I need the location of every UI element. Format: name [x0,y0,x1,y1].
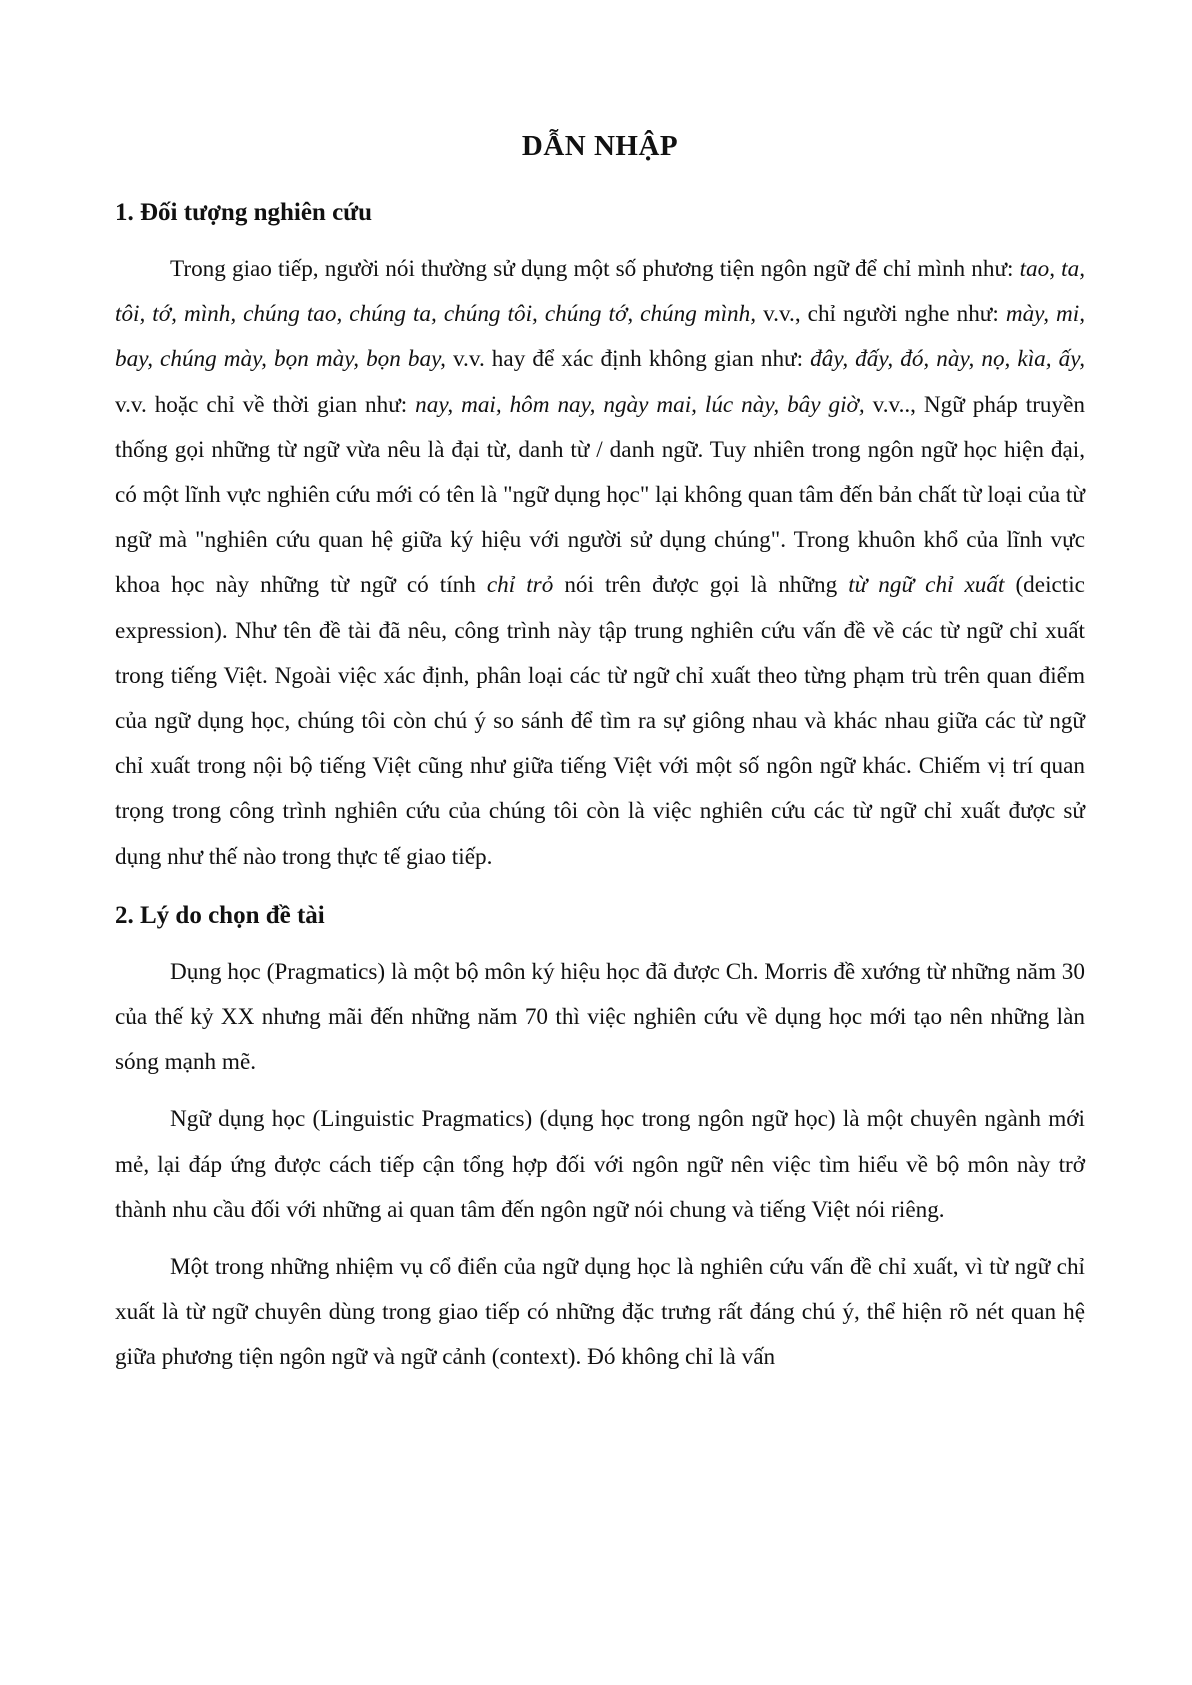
text-run: Ngữ dụng học (Linguistic Pragmatics) (dụng học trong ngôn ngữ học) là một chuyên ngành mới mẻ, lại đáp ứng được cách tiếp cận tổng hợp đối với ngôn ngữ nên việc tìm hiểu về bộ môn này trở thành nhu cầu đối với những ai quan tâm đến ngôn ngữ nói chung và tiếng Việt nói riêng. [115,1106,1085,1223]
text-run: v.v. hay để xác định không gian như: [445,346,811,373]
text-run: v.v., chỉ người nghe như: [756,301,1006,328]
paragraph [115,247,1085,880]
italic-text: từ ngữ chỉ xuất [848,572,1005,599]
page-title: DẪN NHẬP [521,130,679,162]
italic-text: tao, ta, tôi, tớ, mình, chúng tao, chúng ta, chúng tôi, chúng tớ, chúng mình, [115,256,1085,328]
text-run: nói trên được gọi là những [553,572,849,599]
text-run: v.v.., Ngữ pháp truyền thống gọi những từ ngữ vừa nêu là đại từ, danh từ / danh ngữ. Tuy nhiên trong ngôn ngữ học hiện đại, có một lĩnh vực nghiên cứu mới có tên là "ngữ dụng học" lại không quan tâm đến bản chất từ loại của từ ngữ mà "nghiên cứu quan hệ giữa ký hiệu với người sử dụng chúng". Trong khuôn khổ của lĩnh vực khoa học này những từ ngữ có tính [115,391,1085,599]
text-run: Trong giao tiếp, người nói thường sử dụng một số phương tiện ngôn ngữ để chỉ mình như: [170,256,1020,282]
text-run: v.v. hoặc chỉ về thời gian như: [115,391,416,418]
italic-text: chỉ trỏ [486,572,554,599]
text-run: Một trong những nhiệm vụ cổ điển của ngữ dụng học là nghiên cứu vấn đề chỉ xuất, vì từ ngữ chỉ xuất là từ ngữ chuyên dùng trong giao tiếp có những đặc trưng rất đáng chú ý, thể hiện rõ nét quan hệ giữa phương tiện ngôn ngữ và ngữ cảnh (context). Đó không chỉ là vấn [115,1254,1085,1371]
text-run: Dụng học (Pragmatics) là một bộ môn ký hiệu học đã được Ch. Morris đề xướng từ những năm 30 của thế kỷ XX nhưng mãi đến những năm 70 thì việc nghiên cứu về dụng học mới tạo nên những làn sóng mạnh mẽ. [115,958,1085,1076]
paragraph [115,950,1085,1086]
page-content [115,130,1085,1393]
section-heading-2: 2. Lý do chọn đề tài [115,901,325,929]
paragraph [115,1245,1085,1381]
italic-text: đây, đấy, đó, này, nọ, kìa, ấy, [810,346,1085,373]
text-run: (deictic expression). Như tên đề tài đã nêu, công trình này tập trung nghiên cứu vấn đề về các từ ngữ chỉ xuất trong tiếng Việt. Ngoài việc xác định, phân loại các từ ngữ chỉ xuất theo từng phạm trù trên quan điểm của ngữ dụng học, chúng tôi còn chú ý so sánh để tìm ra sự giông nhau và khác nhau giữa các từ ngữ chỉ xuất trong nội bộ tiếng Việt cũng như giữa tiếng Việt với một số ngôn ngữ khác. Chiếm vị trí quan trọng trong công trình nghiên cứu của chúng tôi còn là việc nghiên cứu các từ ngữ chỉ xuất được sử dụng như thế nào trong thực tế giao tiếp. [115,572,1085,870]
section-heading-1: 1. Đối tượng nghiên cứu [115,199,373,226]
paragraph [115,1097,1085,1233]
italic-text: nay, mai, hôm nay, ngày mai, lúc này, bây giờ, [415,391,865,418]
italic-text: mày, mi, bay, chúng mày, bọn mày, bọn bay, [115,301,1086,373]
